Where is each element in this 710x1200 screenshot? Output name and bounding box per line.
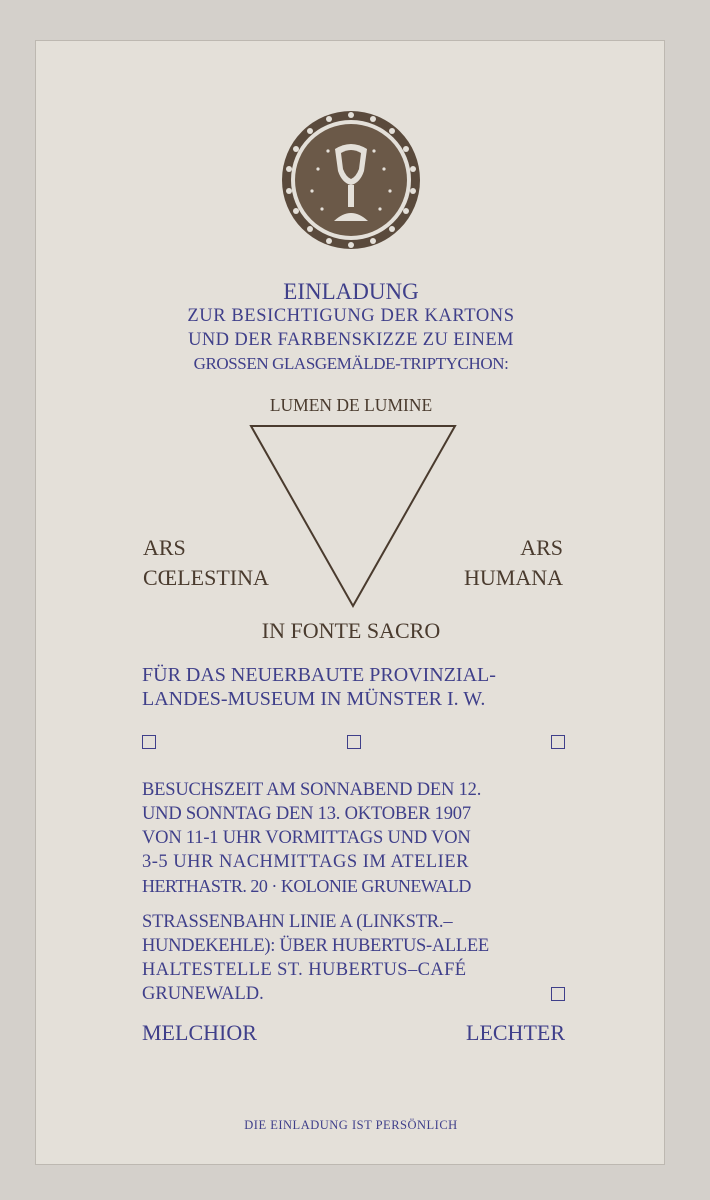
right-panel-label: ARS xyxy=(520,535,563,560)
triptych-top-label: LUMEN DE LUMINE xyxy=(269,395,433,415)
visit-line: UND SONNTAG DEN 13. OKTOBER 1907 xyxy=(142,804,471,824)
museum-line-text: LANDES-MUSEUM IN MÜNSTER I. W. xyxy=(142,688,486,710)
square-ornament-icon xyxy=(347,735,361,749)
chalice-emblem-icon xyxy=(280,109,422,251)
footer-note: DIE EINLADUNG IST PERSÖNLICH xyxy=(244,1118,458,1132)
museum-line-text: FÜR DAS NEUERBAUTE PROVINZIAL- xyxy=(142,664,496,686)
visit-line: VON 11-1 UHR VORMITTAGS UND VON xyxy=(142,828,471,848)
signature-first-name: MELCHIOR xyxy=(142,1020,257,1045)
subtitle-line: UND DER FARBENSKIZZE ZU EINEM xyxy=(188,330,514,350)
left-panel-label: ARS xyxy=(143,535,186,560)
visit-line: 3-5 UHR NACHMITTAGS IM ATELIER xyxy=(142,852,469,872)
tram-line-last xyxy=(142,985,565,1004)
tram-line: STRASSENBAHN LINIE A (LINKSTR.– xyxy=(142,912,453,932)
tram-line: HUNDEKEHLE): ÜBER HUBERTUS-ALLEE xyxy=(142,936,489,956)
subtitle-line: ZUR BESICHTIGUNG DER KARTONS xyxy=(187,306,515,326)
square-ornament-icon xyxy=(551,735,565,749)
museum-line xyxy=(142,689,565,709)
invitation-title: EINLADUNG xyxy=(283,279,419,304)
subtitle-line: GROSSEN GLASGEMÄLDE-TRIPTYCHON: xyxy=(193,354,509,373)
ornament-row xyxy=(142,735,565,749)
visit-line: BESUCHSZEIT AM SONNABEND DEN 12. xyxy=(142,780,482,800)
invitation-card xyxy=(35,40,665,1165)
square-ornament-icon xyxy=(142,735,156,749)
right-panel-label: HUMANA xyxy=(464,565,563,590)
tram-line-text: GRUNEWALD. xyxy=(142,984,264,1004)
square-ornament-icon xyxy=(551,987,565,1001)
signature xyxy=(142,1022,565,1044)
left-panel-label: CŒLESTINA xyxy=(143,565,269,590)
triptych-bottom-label: IN FONTE SACRO xyxy=(261,618,441,643)
visit-line: HERTHASTR. 20 · KOLONIE GRUNEWALD xyxy=(142,876,471,896)
signature-last-name: LECHTER xyxy=(466,1020,565,1045)
museum-line xyxy=(142,665,565,685)
triangle-icon xyxy=(248,423,458,609)
tram-line: HALTESTELLE ST. HUBERTUS–CAFÉ xyxy=(142,960,467,980)
